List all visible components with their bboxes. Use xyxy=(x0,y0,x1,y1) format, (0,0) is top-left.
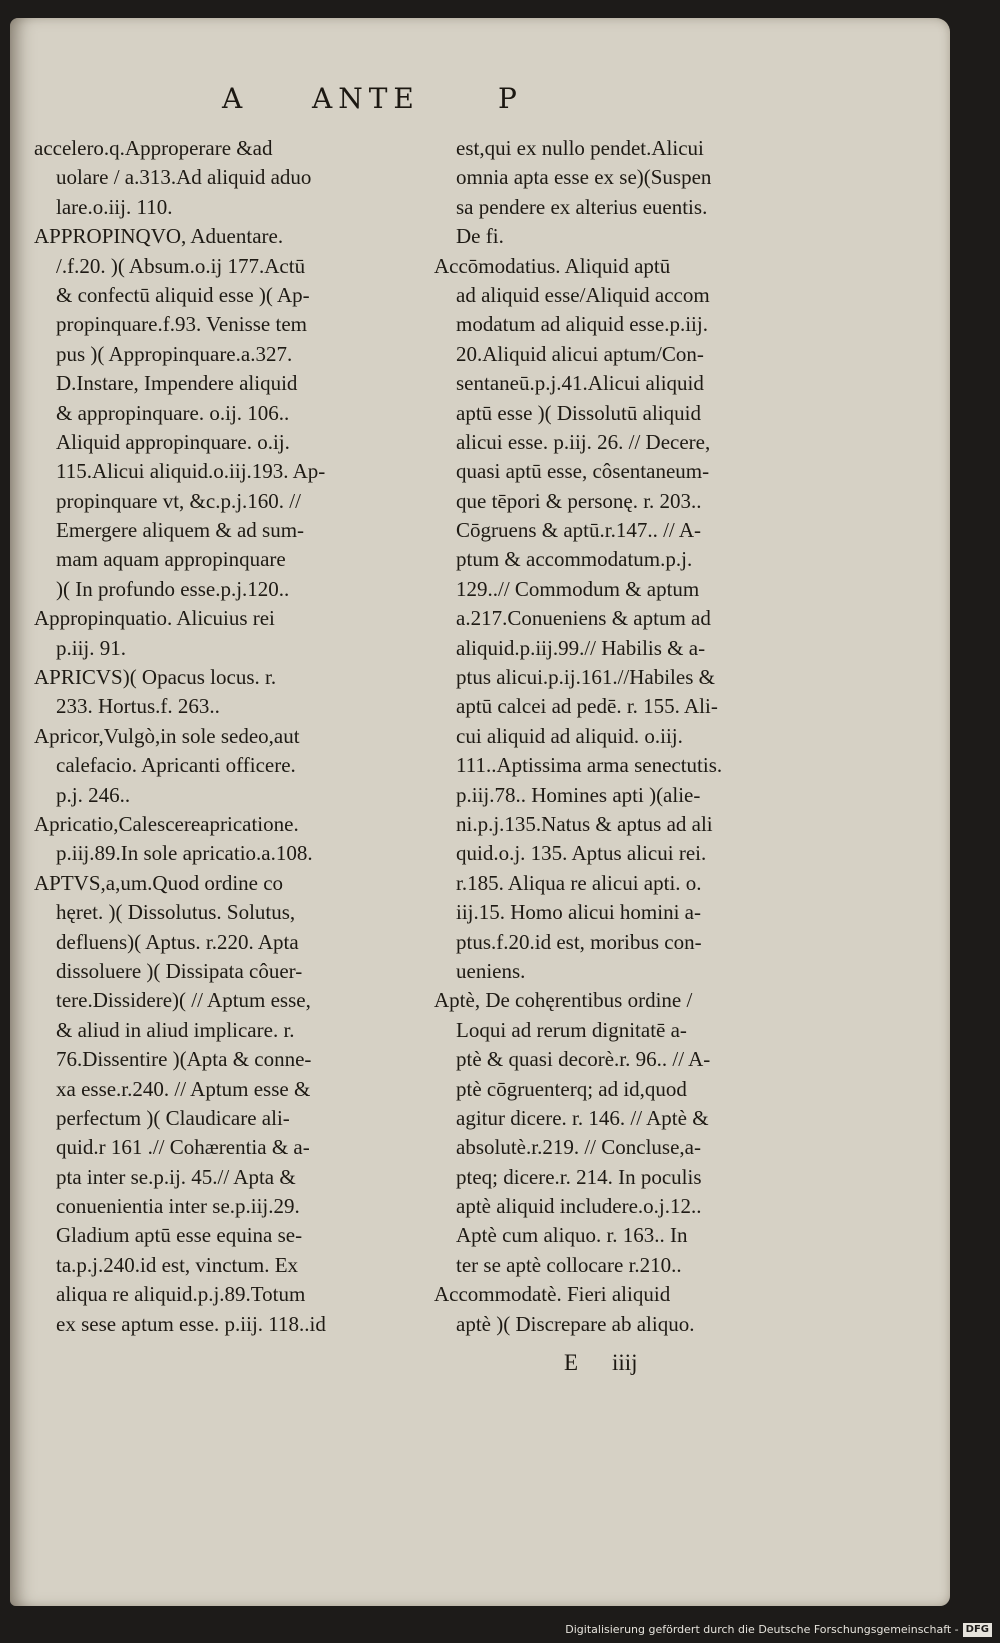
text-line: defluens)( Aptus. r.220. Apta xyxy=(56,929,299,954)
text-line: hęret. )( Dissolutus. Solutus, xyxy=(56,900,296,925)
text-line: Emergere aliquem & ad sum- xyxy=(56,518,305,543)
text-line: D.Instare, Impendere aliquid xyxy=(56,371,298,396)
text-line: quid.r 161 .// Cohærentia & a- xyxy=(56,1135,310,1160)
text-line: accelero.q.Approperare &ad xyxy=(34,136,273,160)
text-line: 111..Aptissima arma senectutis. xyxy=(456,753,723,778)
running-head-left-letter: A xyxy=(222,82,249,115)
text-line: Apricor,Vulgò,in sole sedeo,aut xyxy=(34,723,300,748)
digitization-credit xyxy=(565,1621,992,1639)
text-line: sa pendere ex alterius euentis. xyxy=(456,194,708,219)
text-line: quid.o.j. 135. Aptus alicui rei. xyxy=(456,841,707,866)
text-line: APPROPINQVO, Aduentare. xyxy=(34,224,284,249)
text-line: ta.p.j.240.id est, vinctum. Ex xyxy=(56,1252,299,1277)
text-line: ptum & accommodatum.p.j. xyxy=(456,547,693,572)
text-line: ptè & quasi decorè.r. 96.. // A- xyxy=(456,1047,711,1072)
text-line: p.j. 246.. xyxy=(56,782,131,807)
text-line: propinquare.f.93. Venisse tem xyxy=(56,312,307,337)
text-line: 76.Dissentire )(Apta & conne- xyxy=(56,1047,312,1072)
text-line: Accommodatè. Fieri aliquid xyxy=(434,1282,671,1307)
text-line: ptè cōgruenterq; ad id,quod xyxy=(456,1076,687,1101)
text-line: ter se aptè collocare r.210.. xyxy=(456,1252,682,1277)
page-footer xyxy=(10,1350,950,1382)
text-line: De fi. xyxy=(456,224,504,249)
text-line: uolare / a.313.Ad aliquid aduo xyxy=(56,165,312,190)
text-line: iij.15. Homo alicui homini a- xyxy=(456,900,701,925)
text-line: r.185. Aliqua re alicui apti. o. xyxy=(456,870,702,895)
text-line: dissoluere )( Dissipata côuer- xyxy=(56,958,303,983)
text-line: calefacio. Apricanti officere. xyxy=(56,753,296,778)
text-line: & confectū aliquid esse )( Ap- xyxy=(56,282,310,307)
text-line: propinquare vt, &c.p.j.160. // xyxy=(56,488,301,513)
text-line: & aliud in aliud implicare. r. xyxy=(56,1017,295,1042)
text-line: 20.Aliquid alicui aptum/Con- xyxy=(456,341,704,366)
text-line: ex sese aptum esse. p.iij. 118..id xyxy=(56,1311,326,1336)
text-line: Apricatio,Calescereapricatione. xyxy=(34,811,299,836)
text-line: tere.Dissidere)( // Aptum esse, xyxy=(56,988,311,1013)
text-line: Accōmodatius. Aliquid aptū xyxy=(434,253,671,278)
text-line: Aliquid appropinquare. o.ij. xyxy=(56,429,290,454)
text-line: & appropinquare. o.ij. 106.. xyxy=(56,400,290,425)
text-line: aliquid.p.iij.99.// Habilis & a- xyxy=(456,635,706,660)
text-line: agitur dicere. r. 146. // Aptè & xyxy=(456,1105,709,1130)
text-line: aptè )( Discrepare ab aliquo. xyxy=(456,1311,695,1336)
right-text-column xyxy=(434,134,794,1339)
text-line: p.iij.89.In sole apricatio.a.108. xyxy=(56,841,313,866)
text-line: aptè aliquid includere.o.j.12.. xyxy=(456,1194,702,1219)
text-line: Appropinquatio. Alicuius rei xyxy=(34,606,275,631)
dfg-logo: DFG xyxy=(963,1623,992,1637)
text-line: p.iij.78.. Homines apti )(alie- xyxy=(456,782,701,807)
text-line: 115.Alicui aliquid.o.iij.193. Ap- xyxy=(56,459,326,484)
text-line: Cōgruens & aptū.r.147.. // A- xyxy=(456,518,701,543)
text-line: APTVS,a,um.Quod ordine co xyxy=(34,870,284,895)
text-line: est,qui ex nullo pendet.Alicui xyxy=(456,136,704,160)
text-line: Gladium aptū esse equina se- xyxy=(56,1223,303,1248)
running-head xyxy=(10,82,950,122)
book-page xyxy=(10,18,950,1606)
running-head-keyword: ANTE xyxy=(312,82,420,115)
running-head-right-letter: P xyxy=(498,82,523,115)
text-line: aliqua re aliquid.p.j.89.Totum xyxy=(56,1282,306,1307)
text-line: conuenientia inter se.p.iij.29. xyxy=(56,1194,300,1219)
text-line: p.iij. 91. xyxy=(56,635,127,660)
text-line: Loqui ad rerum dignitatē a- xyxy=(456,1017,687,1042)
text-line: xa esse.r.240. // Aptum esse & xyxy=(56,1076,311,1101)
text-line: pus )( Appropinquare.a.327. xyxy=(56,341,293,366)
text-line: modatum ad aliquid esse.p.iij. xyxy=(456,312,708,337)
text-line: ueniens. xyxy=(456,958,526,983)
signature-mark: iiij xyxy=(612,1350,638,1375)
text-line: Aptè cum aliquo. r. 163.. In xyxy=(456,1223,688,1248)
text-line: ptus.f.20.id est, moribus con- xyxy=(456,929,702,954)
text-line: ni.p.j.135.Natus & aptus ad ali xyxy=(456,811,713,836)
text-line: /.f.20. )( Absum.o.ij 177.Actū xyxy=(56,253,306,278)
text-line: 129..// Commodum & aptum xyxy=(456,576,700,601)
text-line: alicui esse. p.iij. 26. // Decere, xyxy=(456,429,711,454)
text-line: APRICVS)( Opacus locus. r. xyxy=(34,665,277,690)
text-line: aptū calcei ad pedē. r. 155. Ali- xyxy=(456,694,718,719)
left-text-column xyxy=(34,134,394,1339)
text-line: perfectum )( Claudicare ali- xyxy=(56,1105,290,1130)
text-line: a.217.Conueniens & aptum ad xyxy=(456,606,711,631)
text-line: sentaneū.p.j.41.Alicui aliquid xyxy=(456,371,704,396)
text-line: absolutè.r.219. // Concluse,a- xyxy=(456,1135,701,1160)
text-line: 233. Hortus.f. 263.. xyxy=(56,694,220,719)
text-line: lare.o.iij. 110. xyxy=(56,194,173,219)
text-line: ptus alicui.p.ij.161.//Habiles & xyxy=(456,665,715,690)
text-line: pta inter se.p.ij. 45.// Apta & xyxy=(56,1164,296,1189)
credit-text: Digitalisierung gefördert durch die Deutsche Forschungsgemeinschaft - xyxy=(565,1623,959,1636)
text-line: aptū esse )( Dissolutū aliquid xyxy=(456,400,701,425)
text-line: Aptè, De cohęrentibus ordine / xyxy=(434,988,693,1013)
text-line: que tēpori & personę. r. 203.. xyxy=(456,488,702,513)
text-line: cui aliquid ad aliquid. o.iij. xyxy=(456,723,683,748)
text-line: ad aliquid esse/Aliquid accom xyxy=(456,282,710,307)
text-line: mam aquam appropinquare xyxy=(56,547,286,572)
text-line: )( In profundo esse.p.j.120.. xyxy=(56,576,290,601)
text-line: quasi aptū esse, côsentaneum- xyxy=(456,459,710,484)
text-line: pteq; dicere.r. 214. In poculis xyxy=(456,1164,702,1189)
text-line: omnia apta esse ex se)(Suspen xyxy=(456,165,712,190)
catchword: E xyxy=(564,1350,579,1375)
